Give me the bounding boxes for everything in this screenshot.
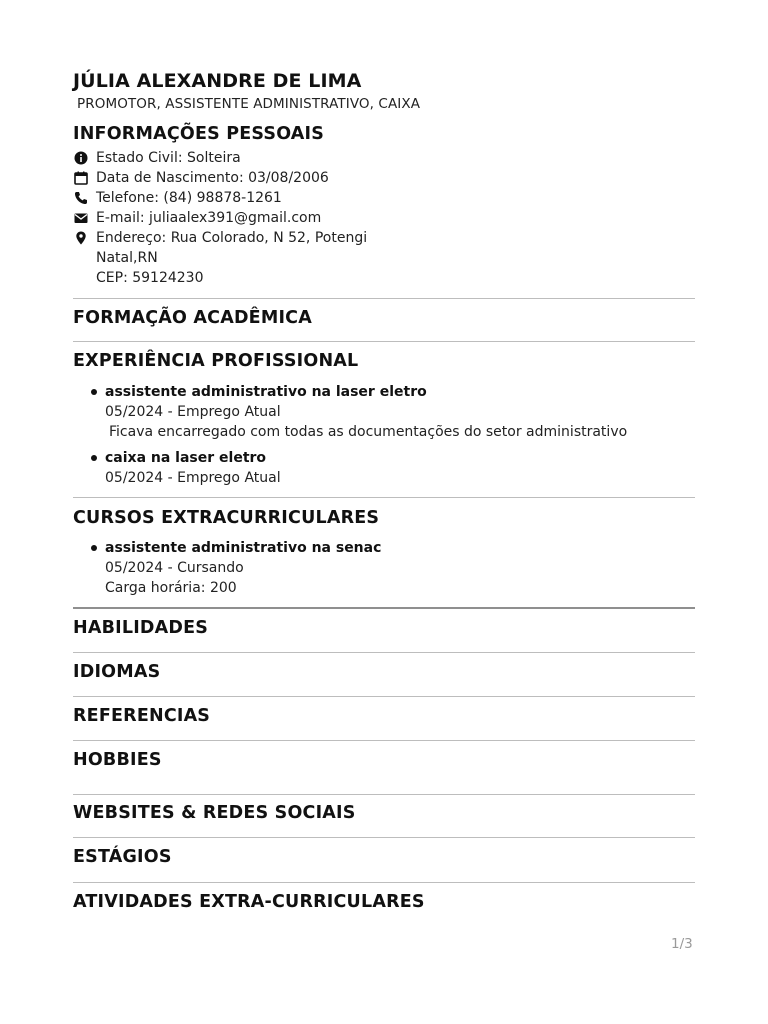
- address-city: Natal,RN: [96, 250, 158, 266]
- address-zip: CEP: 59124230: [96, 270, 204, 286]
- section-title-websites: WEBSITES & REDES SOCIAIS: [73, 803, 356, 823]
- list-bullet: [91, 455, 97, 461]
- section-title-references: REFERENCIAS: [73, 706, 211, 726]
- list-bullet: [91, 389, 97, 395]
- job-title: caixa na laser eletro: [105, 450, 267, 466]
- section-divider: [73, 882, 695, 883]
- phone-number: Telefone: (84) 98878-1261: [96, 190, 282, 206]
- section-title-languages: IDIOMAS: [73, 662, 161, 682]
- section-title-courses: CURSOS EXTRACURRICULARES: [73, 508, 380, 528]
- section-title-extracurricular-activities: ATIVIDADES EXTRA-CURRICULARES: [73, 892, 425, 912]
- section-title-experience: EXPERIÊNCIA PROFISSIONAL: [73, 351, 359, 371]
- section-divider: [73, 837, 695, 838]
- section-title-personal-info: INFORMAÇÕES PESSOAIS: [73, 124, 325, 144]
- section-divider: [73, 794, 695, 795]
- list-bullet: [91, 545, 97, 551]
- section-title-education: FORMAÇÃO ACADÊMICA: [73, 308, 312, 328]
- job-period: 05/2024 - Emprego Atual: [105, 404, 281, 420]
- section-divider: [73, 497, 695, 498]
- location-pin-icon: [73, 230, 89, 246]
- candidate-roles: PROMOTOR, ASSISTENTE ADMINISTRATIVO, CAIXA: [77, 96, 421, 112]
- page-number: 1/3: [671, 936, 693, 952]
- birth-date: Data de Nascimento: 03/08/2006: [96, 170, 329, 186]
- section-title-skills: HABILIDADES: [73, 618, 209, 638]
- course-title: assistente administrativo na senac: [105, 540, 382, 556]
- section-divider: [73, 696, 695, 697]
- section-divider: [73, 341, 695, 342]
- job-title: assistente administrativo na laser eletro: [105, 384, 427, 400]
- job-period: 05/2024 - Emprego Atual: [105, 470, 281, 486]
- course-hours: Carga horária: 200: [105, 580, 237, 596]
- section-divider: [73, 740, 695, 741]
- section-divider: [73, 652, 695, 653]
- job-description: Ficava encarregado com todas as documentações do setor administrativo: [109, 424, 628, 440]
- mail-icon: [73, 210, 89, 226]
- section-divider: [73, 607, 695, 609]
- section-title-internships: ESTÁGIOS: [73, 847, 172, 867]
- address-street: Endereço: Rua Colorado, N 52, Potengi: [96, 230, 368, 246]
- email-address: E-mail: juliaalex391@gmail.com: [96, 210, 322, 226]
- marital-status: Estado Civil: Solteira: [96, 150, 241, 166]
- calendar-icon: [73, 170, 89, 186]
- candidate-name: JÚLIA ALEXANDRE DE LIMA: [73, 70, 362, 92]
- phone-icon: [73, 190, 89, 206]
- section-divider: [73, 298, 695, 299]
- course-period: 05/2024 - Cursando: [105, 560, 244, 576]
- section-title-hobbies: HOBBIES: [73, 750, 162, 770]
- info-icon: [73, 150, 89, 166]
